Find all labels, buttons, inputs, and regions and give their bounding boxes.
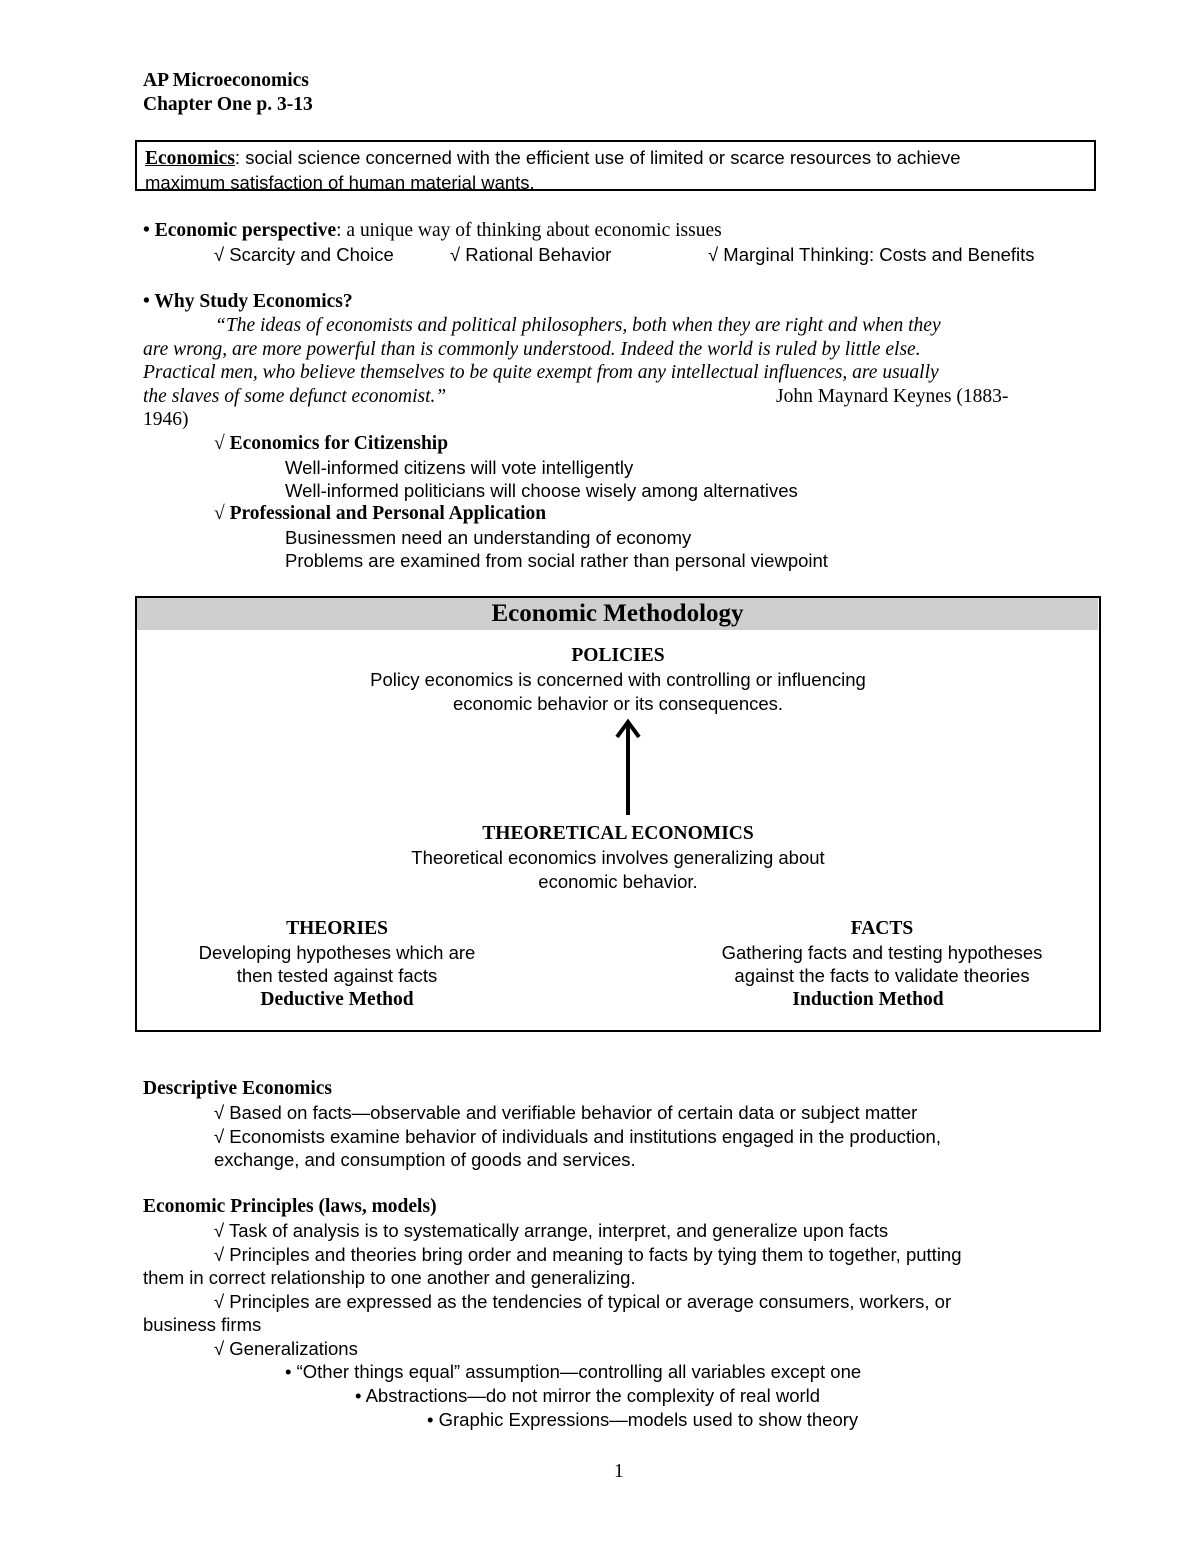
economic-perspective — [143, 219, 722, 243]
professional-heading: √ Professional and Personal Application — [214, 503, 547, 524]
course-title: AP Microeconomics — [143, 70, 309, 91]
principles-item: √ Generalizations — [214, 1338, 358, 1359]
definition-line-2: maximum satisfaction of human material wants. — [145, 171, 535, 193]
quote-author-end: 1946) — [143, 409, 189, 430]
quote-line: the slaves of some defunct economist.” — [143, 386, 447, 407]
facts-line-1: Gathering facts and testing hypotheses — [721, 942, 1043, 963]
theoretical-line-1: Theoretical economics involves generalizing about — [411, 847, 825, 868]
theories-line-1: Developing hypotheses which are — [198, 942, 476, 963]
facts-heading: FACTS — [850, 918, 914, 939]
methodology-title: Economic Methodology — [137, 598, 1098, 630]
citizenship-heading: √ Economics for Citizenship — [214, 433, 449, 454]
perspective-label: • Economic perspective — [143, 220, 337, 241]
why-study-heading: • Why Study Economics? — [143, 291, 353, 312]
definition-line-1: : social science concerned with the efficient use of limited or scarce resources to achieve — [234, 147, 961, 168]
quote-line: “The ideas of economists and political philosophers, both when they are right and when they — [215, 315, 941, 336]
citizenship-line: Well-informed citizens will vote intelligently — [285, 457, 634, 478]
professional-line: Businessmen need an understanding of economy — [285, 527, 692, 548]
page-number: 1 — [614, 1461, 624, 1482]
perspective-text: : a unique way of thinking about economic issues — [336, 220, 722, 241]
theories-heading: THEORIES — [286, 918, 388, 939]
descriptive-item: √ Economists examine behavior of individuals and institutions engaged in the production, — [214, 1126, 941, 1147]
descriptive-item: √ Based on facts—observable and verifiable behavior of certain data or subject matter — [214, 1102, 918, 1123]
chapter-title: Chapter One p. 3-13 — [143, 94, 313, 115]
policies-line-2: economic behavior or its consequences. — [452, 693, 784, 714]
quote-line: Practical men, who believe themselves to be quite exempt from any intellectual influences, are usually — [143, 362, 939, 383]
facts-line-2: against the facts to validate theories — [734, 965, 1030, 986]
descriptive-item-cont: exchange, and consumption of goods and services. — [214, 1149, 636, 1170]
principles-item-cont: business firms — [143, 1314, 262, 1335]
perspective-item: √ Scarcity and Choice — [214, 244, 394, 265]
induction-method: Induction Method — [792, 989, 944, 1010]
deductive-method: Deductive Method — [260, 989, 414, 1010]
principles-item: √ Principles and theories bring order and meaning to facts by tying them to together, putting — [214, 1244, 962, 1265]
quote-author: John Maynard Keynes (1883- — [776, 386, 1009, 407]
theoretical-heading: THEORETICAL ECONOMICS — [482, 823, 754, 844]
theories-line-2: then tested against facts — [236, 965, 438, 986]
definition-term: Economics — [145, 148, 235, 169]
quote-line: are wrong, are more powerful than is commonly understood. Indeed the world is ruled by little else. — [143, 339, 921, 360]
descriptive-heading: Descriptive Economics — [143, 1078, 333, 1099]
generalization-sub: • Graphic Expressions—models used to show theory — [427, 1409, 859, 1430]
principles-item: √ Task of analysis is to systematically arrange, interpret, and generalize upon facts — [214, 1220, 889, 1241]
up-arrow-icon — [614, 718, 642, 816]
perspective-item: √ Rational Behavior — [450, 244, 612, 265]
policies-heading: POLICIES — [571, 645, 665, 666]
professional-line: Problems are examined from social rather than personal viewpoint — [285, 550, 828, 571]
policies-line-1: Policy economics is concerned with controlling or influencing — [370, 669, 866, 690]
generalization-sub: • “Other things equal” assumption—controlling all variables except one — [285, 1361, 862, 1382]
citizenship-line: Well-informed politicians will choose wisely among alternatives — [285, 480, 798, 501]
perspective-item: √ Marginal Thinking: Costs and Benefits — [708, 244, 1035, 265]
definition-box — [135, 140, 1096, 191]
theoretical-line-2: economic behavior. — [538, 871, 698, 892]
principles-heading: Economic Principles (laws, models) — [143, 1196, 437, 1217]
principles-item: √ Principles are expressed as the tendencies of typical or average consumers, workers, or — [214, 1291, 952, 1312]
generalization-sub: • Abstractions—do not mirror the complexity of real world — [355, 1385, 821, 1406]
principles-item-cont: them in correct relationship to one another and generalizing. — [143, 1267, 636, 1288]
